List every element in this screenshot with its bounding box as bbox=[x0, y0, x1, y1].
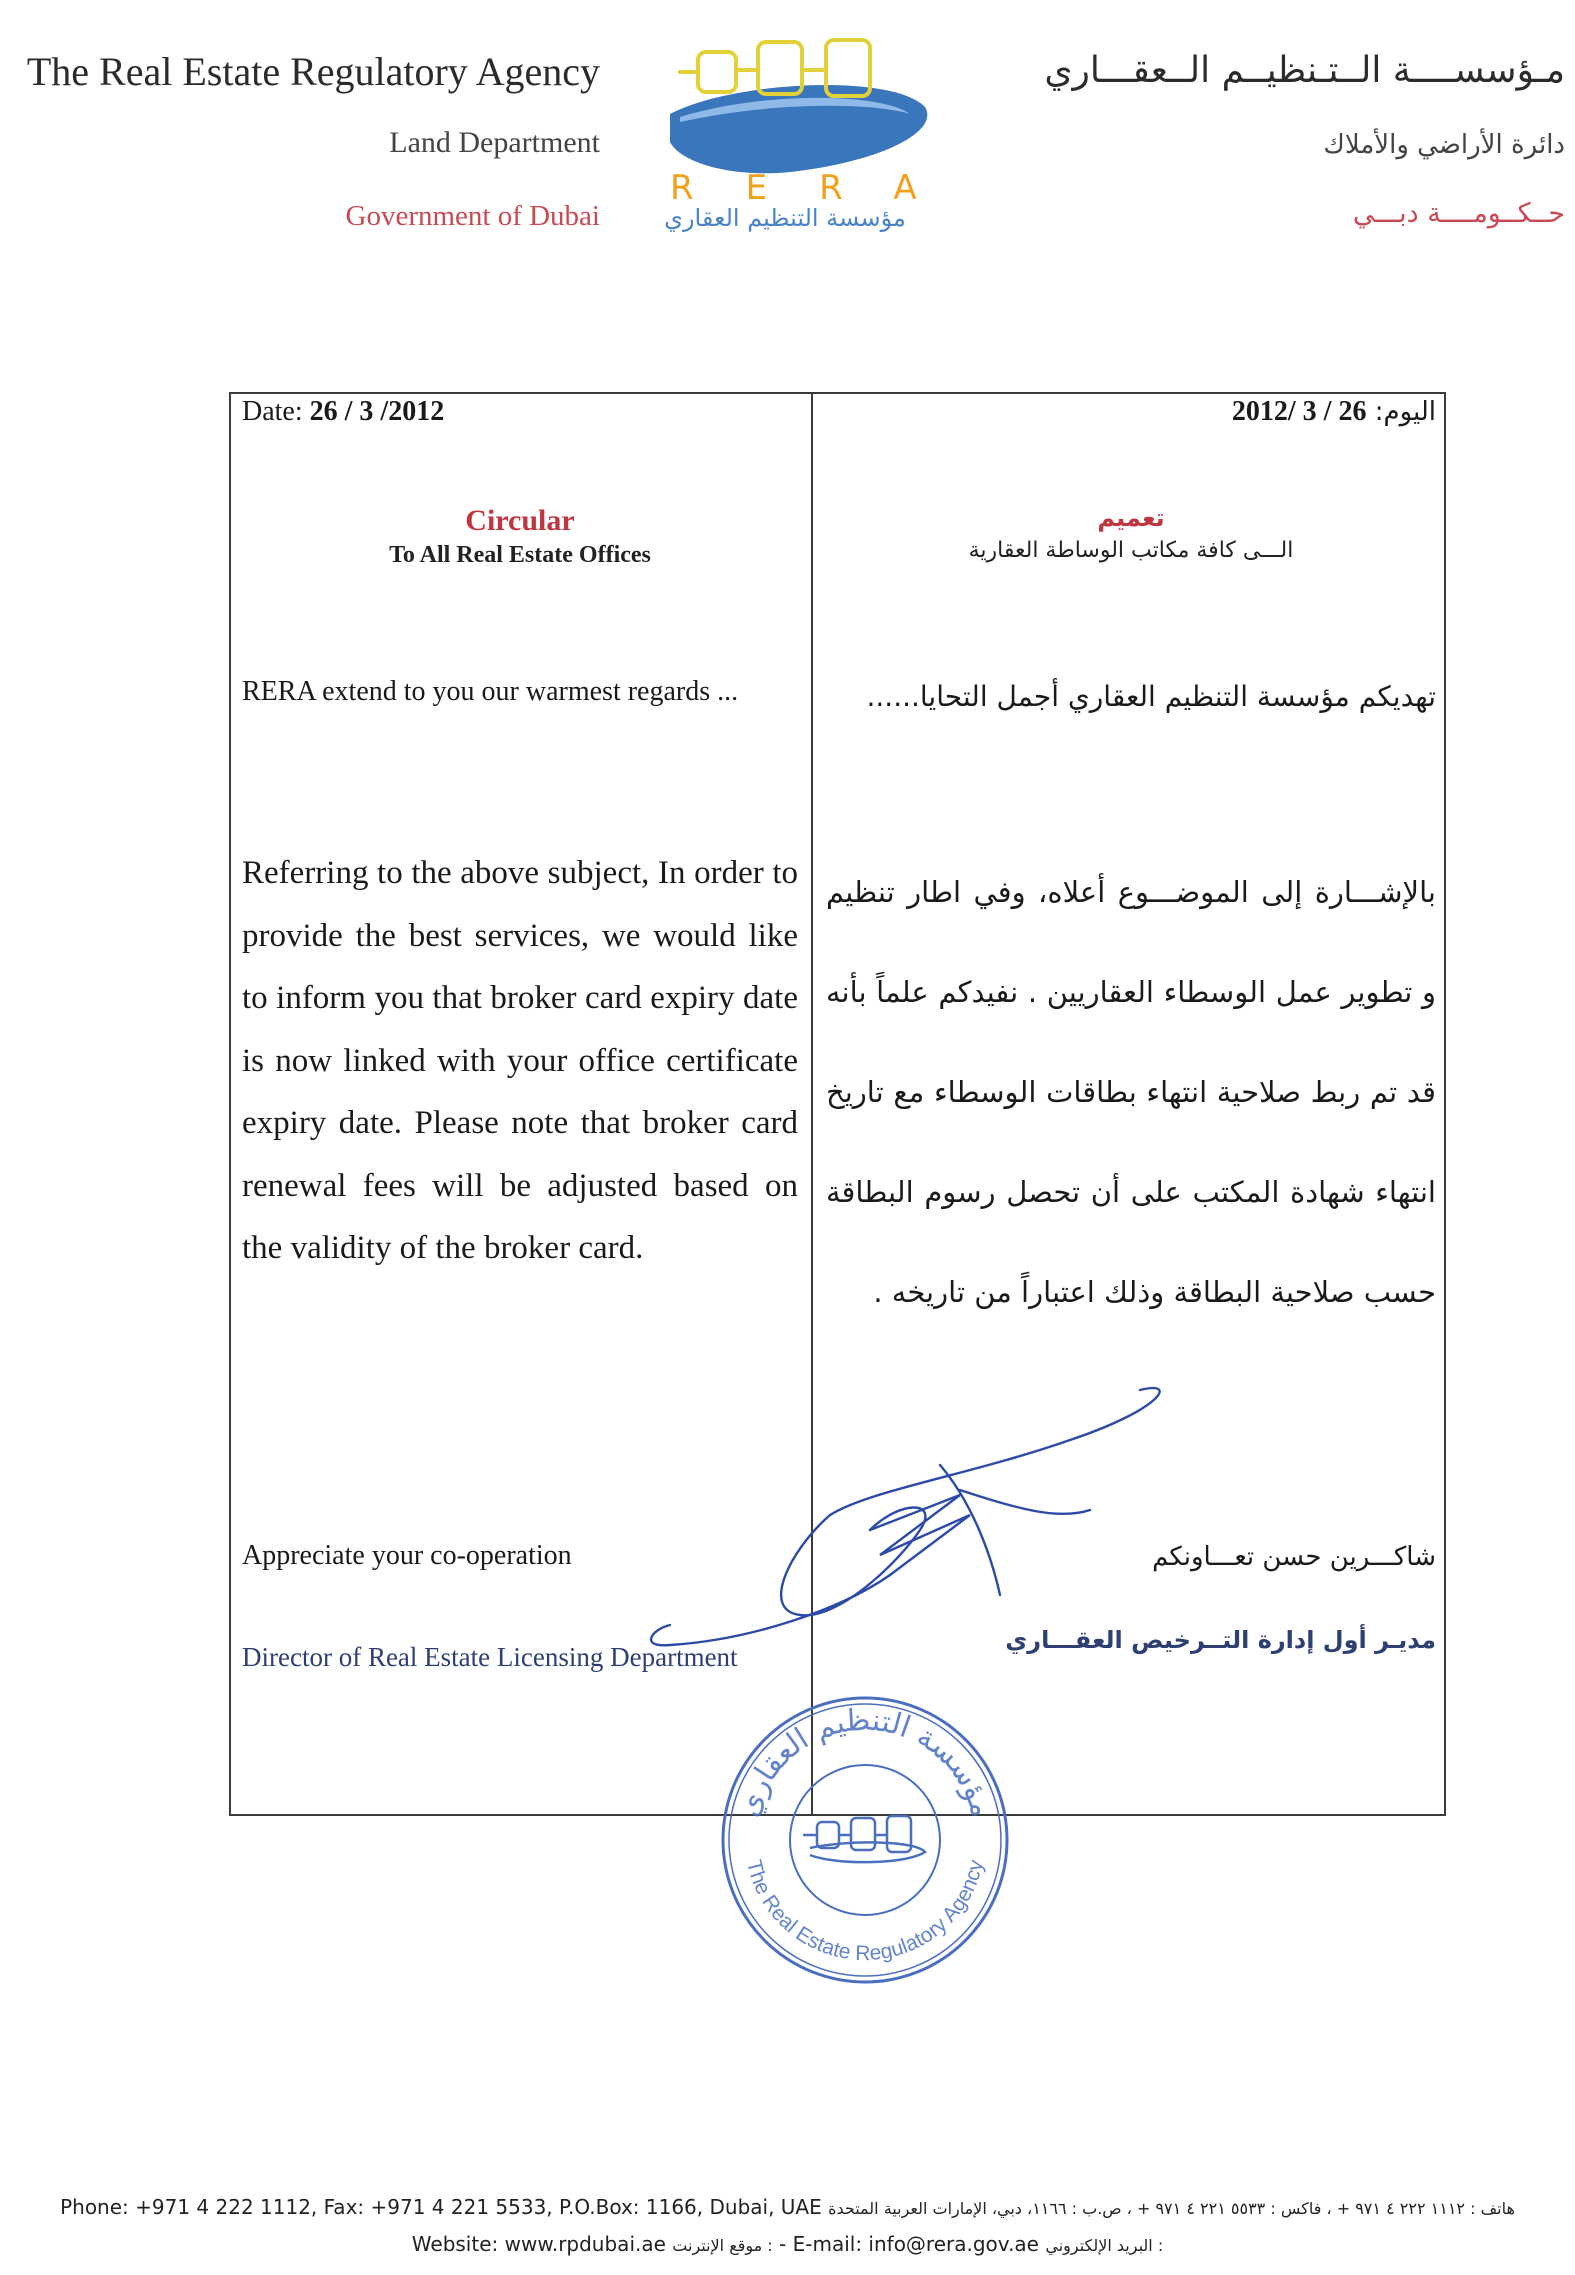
agency-name-ar: مـؤسســــة الــتـنظيــم الــعقـــاري bbox=[1044, 50, 1565, 91]
date-label-ar: اليوم: bbox=[1374, 397, 1436, 427]
department-name-ar: دائرة الأراضي والأملاك bbox=[1323, 130, 1565, 160]
footer-email-en[interactable]: - E-mail: info@rera.gov.ae bbox=[779, 2232, 1039, 2256]
date-ar bbox=[826, 396, 1436, 428]
footer-website-en[interactable]: Website: www.rpdubai.ae bbox=[411, 2232, 666, 2256]
handwritten-signature bbox=[640, 1380, 1180, 1680]
circular-title-ar: تعميم bbox=[1097, 504, 1165, 532]
government-name-en: Government of Dubai bbox=[345, 200, 600, 232]
body-en: Referring to the above subject, In order to provide the best services, we would like to inform you that broker card expiry date is now linked with your office certificate expiry date. Please note that broker card renewal fees will be adjusted based on the validity of the broker card. bbox=[242, 855, 798, 1266]
date-value-ar: 2012/ 3 / 26 bbox=[1231, 396, 1367, 427]
closing-ar: شاكـــرين حسن تعـــاونكم bbox=[1152, 1542, 1436, 1572]
footer-website-ar: : موقع الإنترنت bbox=[672, 2236, 773, 2255]
government-name-ar: حــكــومــــة دبـــي bbox=[1352, 198, 1565, 229]
greeting-ar: تهديكم مؤسسة التنظيم العقاري أجمل التحايا...... bbox=[866, 680, 1436, 713]
rera-logo-arabic: مؤسسة التنظيم العقاري bbox=[664, 204, 906, 232]
agency-name-en: The Real Estate Regulatory Agency bbox=[26, 49, 600, 94]
circular-subtitle-en: To All Real Estate Offices bbox=[389, 542, 651, 568]
footer-email-ar: : البريد الإلكتروني bbox=[1045, 2236, 1164, 2255]
footer-web bbox=[0, 2232, 1575, 2256]
footer-contact-ar: هاتف : ١١١٢ ٢٢٢ ٤ ٩٧١ + ، فاكس : ٥٥٣٣ ٢٢١ ٤ ٩٧١ + ، ص.ب : ١١٦٦، دبي، الإمارات العربية المتحدة bbox=[828, 2199, 1515, 2218]
greeting-en: RERA extend to you our warmest regards ... bbox=[242, 676, 739, 707]
date-en bbox=[242, 396, 798, 428]
signatory-en: Director of Real Estate Licensing Department bbox=[242, 1642, 738, 1672]
body-ar: بالإشـــارة إلى الموضـــوع أعلاه، وفي اطار تنظيم و تطوير عمل الوسطاء العقاريين . نفيدكم علماً بأنه قد تم ربط صلاحية انتهاء بطاقات الوسطاء مع تاريخ انتهاء شهادة المكتب على أن تحصل رسوم البطاقة حسب صلاحية البطاقة وذلك اعتباراً من تاريخه . bbox=[826, 875, 1436, 1309]
footer-contact-en: Phone: +971 4 222 1112, Fax: +971 4 221 5533, P.O.Box: 1166, Dubai, UAE bbox=[60, 2195, 822, 2219]
circular-title-en: Circular bbox=[465, 504, 575, 537]
department-name-en: Land Department bbox=[389, 126, 600, 159]
circular-subtitle-ar: الـــى كافة مكاتب الوساطة العقارية bbox=[968, 538, 1294, 563]
svg-text:مؤسسة التنظيم العقاري: مؤسسة التنظيم العقاري bbox=[730, 1702, 1000, 1821]
closing-en: Appreciate your co-operation bbox=[242, 1540, 572, 1571]
rera-logo-letters: RERA bbox=[670, 168, 969, 208]
official-stamp bbox=[715, 1690, 1015, 1990]
date-value-en: 26 / 3 /2012 bbox=[309, 396, 445, 427]
signatory-ar: مديـر أول إدارة التــرخيص العقـــاري bbox=[1005, 1626, 1436, 1654]
svg-text:The Real Estate Regulatory Age: The Real Estate Regulatory Agency bbox=[741, 1857, 988, 1966]
footer-contact bbox=[0, 2195, 1575, 2219]
date-label-en: Date: bbox=[242, 396, 303, 427]
